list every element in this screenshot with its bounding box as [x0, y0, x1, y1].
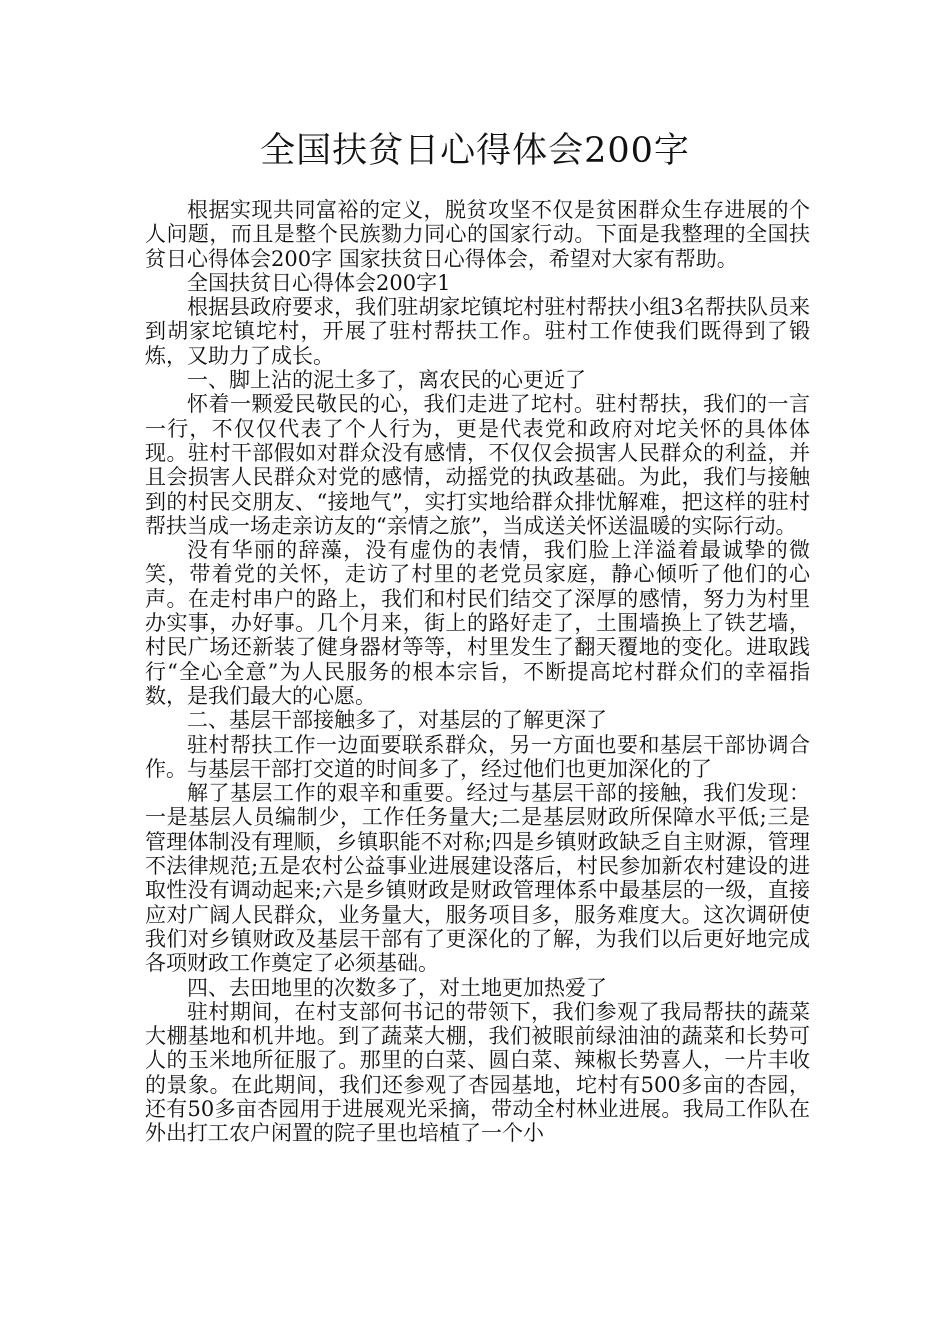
paragraph: 根据县政府要求，我们驻胡家坨镇坨村驻村帮扶小组3名帮扶队员来到胡家坨镇坨村，开展了驻村帮扶工作。驻村工作使我们既得到了锻炼，又助力了成长。: [145, 295, 810, 368]
paragraph: 驻村期间，在村支部何书记的带领下，我们参观了我局帮扶的蔬菜大棚基地和机井地。到了蔬菜大棚，我们被眼前绿油油的蔬菜和长势可人的玉米地所征服了。那里的白菜、圆白菜、辣椒长势喜人，一片丰收的景象。在此期间，我们还参观了杏园基地，坨村有500多亩的杏园，还有50多亩杏园用于进展观光采摘，带动全村林业进展。我局工作队在外出打工农户闲置的院子里也培植了一个小: [145, 999, 810, 1146]
document-body: [145, 198, 810, 1146]
paragraph-subtitle: 全国扶贫日心得体会200字1: [187, 270, 451, 295]
section-heading: 一、脚上沾的泥土多了，离农民的心更近了: [187, 368, 586, 393]
section-heading: 四、去田地里的次数多了，对土地更加热爱了: [187, 975, 607, 1000]
paragraph: 驻村帮扶工作一边面要联系群众，另一方面也要和基层干部协调合作。与基层干部打交道的时间多了，经过他们也更加深化的了: [145, 732, 810, 781]
document-title: 全国扶贫日心得体会200字: [260, 131, 690, 171]
section-heading: 二、基层干部接触多了，对基层的了解更深了: [187, 708, 607, 733]
paragraph: 没有华丽的辞藻，没有虚伪的表情，我们脸上洋溢着最诚挚的微笑，带着党的关怀，走访了村里的老党员家庭，静心倾听了他们的心声。在走村串户的路上，我们和村民们结交了深厚的感情，努力为村里办实事，办好事。几个月来，街上的路好走了，土围墙换上了铁艺墙，村民广场还新装了健身器材等等，村里发生了翻天覆地的变化。进取践行“全心全意”为人民服务的根本宗旨，不断提高坨村群众们的幸福指数，是我们最大的心愿。: [145, 538, 810, 708]
paragraph: 解了基层工作的艰辛和重要。经过与基层干部的接触，我们发现：一是基层人员编制少，工作任务量大;二是基层财政所保障水平低;三是管理体制没有理顺，乡镇职能不对称;四是乡镇财政缺乏自主财源，管理不法律规范;五是农村公益事业进展建设落后，村民参加新农村建设的进取性没有调动起来;六是乡镇财政是财政管理体系中最基层的一级，直接应对广阔人民群众，业务量大，服务项目多，服务难度大。这次调研使我们对乡镇财政及基层干部有了更深化的了解，为我们以后更好地完成各项财政工作奠定了必须基础。: [145, 781, 810, 976]
paragraph-intro: 根据实现共同富裕的定义，脱贫攻坚不仅是贫困群众生存进展的个人问题，而且是整个民族勠力同心的国家行动。下面是我整理的全国扶贫日心得体会200字 国家扶贫日心得体会，希望对大家有帮助。: [145, 198, 810, 271]
paragraph: 怀着一颗爱民敬民的心，我们走进了坨村。驻村帮扶，我们的一言一行，不仅仅代表了个人行为，更是代表党和政府对坨关怀的具体体现。驻村干部假如对群众没有感情，不仅仅会损害人民群众的利益，并且会损害人民群众对党的感情，动摇党的执政基础。为此，我们与接触到的村民交朋友、“接地气”，实打实地给群众排忧解难，把这样的驻村帮扶当成一场走亲访友的“亲情之旅”，当成送关怀送温暖的实际行动。: [145, 392, 810, 538]
